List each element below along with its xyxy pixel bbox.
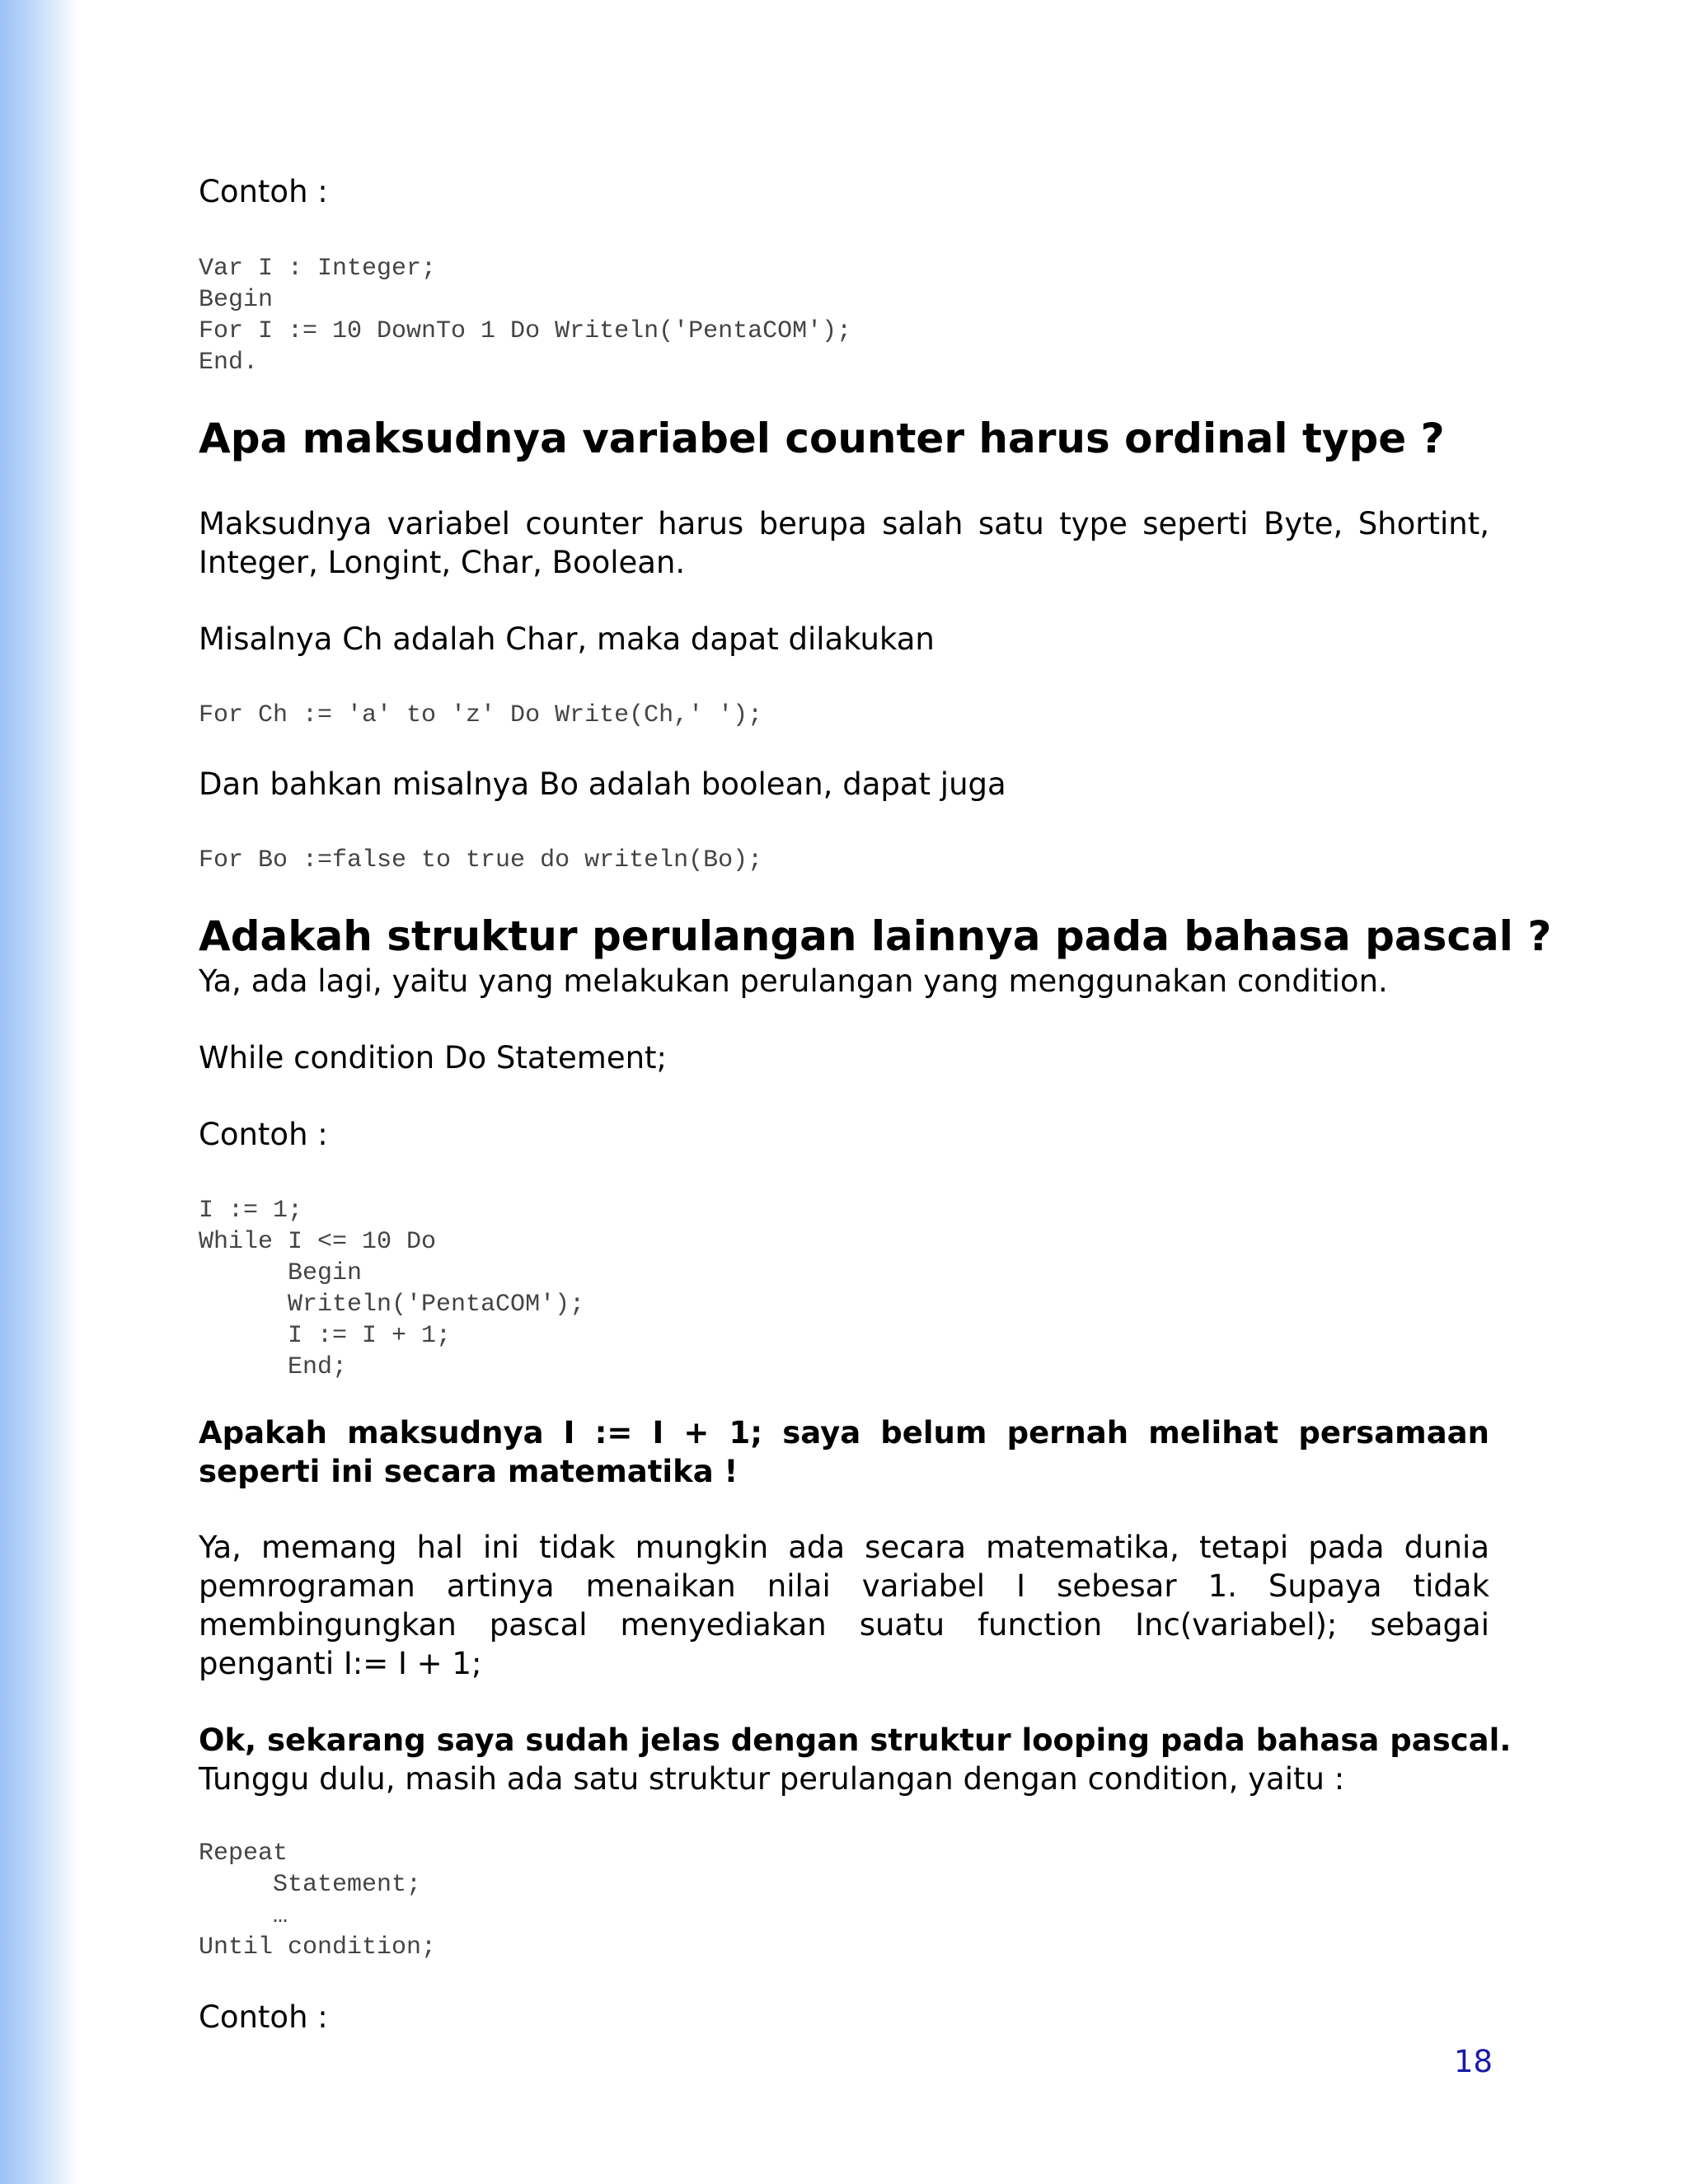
- code-for-boolean: For Bo :=false to true do writeln(Bo);: [199, 846, 763, 874]
- paragraph-ordinal-types: Maksudnya variabel counter harus berupa salah satu type seperti Byte, Shortint, Integer, Longint, Char, Boolean.: [199, 506, 1489, 580]
- code-for-char: For Ch := 'a' to 'z' Do Write(Ch,' ');: [199, 701, 763, 729]
- paragraph-condition-loop: Ya, ada lagi, yaitu yang melakukan perulangan yang menggunakan condition.: [199, 963, 1388, 999]
- code-repeat-until: Repeat Statement; … Until condition;: [199, 1840, 437, 1961]
- paragraph-while-syntax: While condition Do Statement;: [199, 1040, 668, 1076]
- page-side-gradient: [0, 0, 78, 2184]
- contoh-label-1: Contoh :: [199, 174, 328, 209]
- paragraph-boolean-example: Dan bahkan misalnya Bo adalah boolean, dapat juga: [199, 766, 1006, 802]
- paragraph-repeat-intro: Tunggu dulu, masih ada satu struktur perulangan dengan condition, yaitu :: [199, 1761, 1345, 1797]
- code-for-downto: Var I : Integer; Begin For I := 10 DownTo 1 Do Writeln('PentaCOM'); End.: [199, 255, 852, 377]
- code-while-loop: I := 1; While I <= 10 Do Begin Writeln('PentaCOM'); I := I + 1; End;: [199, 1197, 585, 1381]
- contoh-label-2: Contoh :: [199, 1117, 328, 1152]
- paragraph-increment-explanation: Ya, memang hal ini tidak mungkin ada secara matematika, tetapi pada dunia pemrograman artinya menaikan nilai variabel I sebesar 1. Supaya tidak membingungkan pascal menyediakan suatu function Inc(variabel); sebagai penganti I:= I + 1;: [199, 1530, 1489, 1681]
- contoh-label-3: Contoh :: [199, 1999, 328, 2035]
- paragraph-looping-clear: Ok, sekarang saya sudah jelas dengan struktur looping pada bahasa pascal.: [199, 1722, 1512, 1758]
- heading-ordinal-type: Apa maksudnya variabel counter harus ordinal type ?: [199, 415, 1445, 462]
- paragraph-char-example: Misalnya Ch adalah Char, maka dapat dilakukan: [199, 621, 935, 657]
- page-number: 18: [1454, 2044, 1493, 2079]
- heading-other-loops: Adakah struktur perulangan lainnya pada bahasa pascal ?: [199, 912, 1552, 960]
- paragraph-question-increment: Apakah maksudnya I := I + 1; saya belum pernah melihat persamaan seperti ini secara matematika !: [199, 1415, 1489, 1489]
